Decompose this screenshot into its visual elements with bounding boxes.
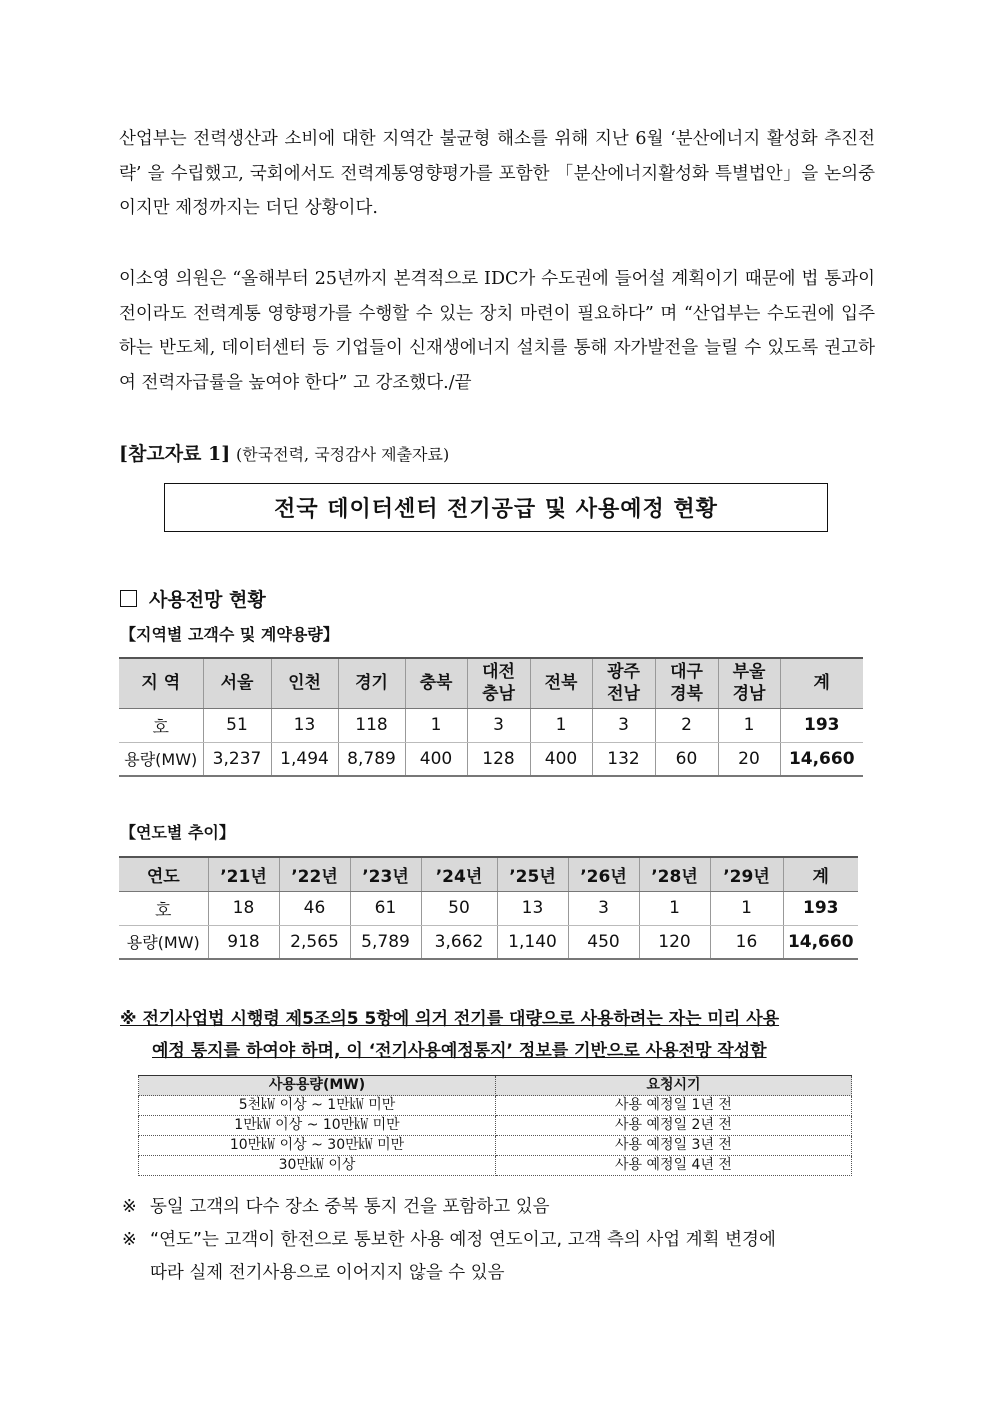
report-title: 전국 데이터센터 전기공급 및 사용예정 현황 xyxy=(164,483,828,532)
table-cell-total: 14,660 xyxy=(783,925,858,959)
year-header-cell: 연도 xyxy=(119,857,208,891)
reference-label: [참고자료 1] xyxy=(119,443,231,465)
year-header-cell: ’24년 xyxy=(421,857,497,891)
table-cell: 사용 예정일 2년 전 xyxy=(496,1116,852,1136)
table-cell: 1 xyxy=(639,891,710,925)
year-header-cell: ’29년 xyxy=(710,857,783,891)
table-cell: 1 xyxy=(530,708,592,742)
year-table xyxy=(119,856,858,960)
region-header-cell: 대전 충남 xyxy=(467,658,530,708)
region-header-cell: 서울 xyxy=(203,658,271,708)
region-header-cell: 경기 xyxy=(338,658,405,708)
table-cell: 51 xyxy=(203,708,271,742)
table-cell: 918 xyxy=(208,925,279,959)
table-cell: 3,662 xyxy=(421,925,497,959)
region-header-cell: 광주 전남 xyxy=(592,658,655,708)
table-cell: 5,789 xyxy=(350,925,421,959)
usage-header-cell: 요청시기 xyxy=(496,1076,852,1096)
paragraph-2: 이소영 의원은 “올해부터 25년까지 본격적으로 IDC가 수도권에 들어설 계획이기 때문에 법 통과이전이라도 전력계통 영향평가를 수행할 수 있는 장치 마련이 필요하다” 며 “산업부는 수도권에 입주하는 반도체, 데이터센터 등 기업들이 신재생에너지 설치를 통해 자가발전을 늘릴 수 있도록 권고하여 전력자급률을 높여야 한다” 고 강조했다./끝 xyxy=(119,269,875,393)
table-cell: 118 xyxy=(338,708,405,742)
region-table-heading: 【지역별 고객수 및 계약용량】 xyxy=(120,625,339,644)
table-cell: 1만㎾ 이상 ~ 10만㎾ 미만 xyxy=(139,1116,496,1136)
table-cell: 8,789 xyxy=(338,742,405,776)
table-cell: 400 xyxy=(405,742,467,776)
table-cell: 3,237 xyxy=(203,742,271,776)
usage-header-cell: 사용용량(MW) xyxy=(139,1076,496,1096)
table-cell: 20 xyxy=(718,742,780,776)
year-header-cell: ’21년 xyxy=(208,857,279,891)
table-cell: 3 xyxy=(467,708,530,742)
footnote-mark: ※ xyxy=(122,1230,137,1250)
year-header-cell: ’23년 xyxy=(350,857,421,891)
year-header-cell: ’28년 xyxy=(639,857,710,891)
table-cell: 50 xyxy=(421,891,497,925)
year-header-cell: ’25년 xyxy=(497,857,568,891)
table-cell: 사용 예정일 1년 전 xyxy=(496,1096,852,1116)
region-header-cell: 전북 xyxy=(530,658,592,708)
table-cell: 호 xyxy=(119,708,203,742)
region-header-cell: 지 역 xyxy=(119,658,203,708)
table-cell: 46 xyxy=(279,891,350,925)
usage-request-table xyxy=(138,1075,852,1176)
section-heading xyxy=(120,585,266,612)
table-cell: 1 xyxy=(405,708,467,742)
table-cell: 450 xyxy=(568,925,639,959)
region-header-cell: 충북 xyxy=(405,658,467,708)
table-cell: 16 xyxy=(710,925,783,959)
table-row xyxy=(139,1116,852,1136)
table-cell: 사용 예정일 4년 전 xyxy=(496,1156,852,1176)
section-label: 사용전망 현황 xyxy=(149,589,266,611)
table-cell: 용량(MW) xyxy=(119,925,208,959)
table-cell: 호 xyxy=(119,891,208,925)
table-cell: 2 xyxy=(655,708,718,742)
footnote-mark: ※ xyxy=(122,1197,137,1217)
table-cell: 사용 예정일 3년 전 xyxy=(496,1136,852,1156)
table-cell: 13 xyxy=(271,708,338,742)
region-header-cell: 대구 경북 xyxy=(655,658,718,708)
table-cell-total: 193 xyxy=(783,891,858,925)
year-header-cell: ’22년 xyxy=(279,857,350,891)
table-cell-total: 14,660 xyxy=(780,742,863,776)
table-cell: 18 xyxy=(208,891,279,925)
reference-line xyxy=(119,439,449,466)
region-header-cell: 부울 경남 xyxy=(718,658,780,708)
region-header-cell: 인천 xyxy=(271,658,338,708)
footnote-2 xyxy=(122,1224,878,1290)
table-cell: 60 xyxy=(655,742,718,776)
region-header-cell: 계 xyxy=(780,658,863,708)
table-cell-total: 193 xyxy=(780,708,863,742)
year-table-heading: 【연도별 추이】 xyxy=(120,823,235,842)
table-cell: 120 xyxy=(639,925,710,959)
table-row xyxy=(119,708,863,742)
table-cell: 2,565 xyxy=(279,925,350,959)
notice-line-1: ※ 전기사업법 시행령 제5조의5 5항에 의거 전기를 대량으로 사용하려는 자는 미리 사용 xyxy=(120,1009,780,1029)
table-row xyxy=(119,891,858,925)
table-cell: 30만㎾ 이상 xyxy=(139,1156,496,1176)
table-cell: 1,494 xyxy=(271,742,338,776)
table-cell: 5천㎾ 이상 ~ 1만㎾ 미만 xyxy=(139,1096,496,1116)
table-cell: 132 xyxy=(592,742,655,776)
table-row xyxy=(119,742,863,776)
table-row xyxy=(119,925,858,959)
reference-source: (한국전력, 국정감사 제출자료) xyxy=(235,445,450,464)
table-cell: 3 xyxy=(568,891,639,925)
table-cell: 1 xyxy=(710,891,783,925)
table-cell: 13 xyxy=(497,891,568,925)
footnote-text: “연도”는 고객이 한전으로 통보한 사용 예정 연도이고, 고객 측의 사업 계획 변경에 xyxy=(150,1230,776,1250)
table-row xyxy=(139,1096,852,1116)
table-cell: 1 xyxy=(718,708,780,742)
footnote-1 xyxy=(122,1191,878,1224)
region-table xyxy=(119,657,863,777)
table-cell: 1,140 xyxy=(497,925,568,959)
legal-notice xyxy=(120,1003,876,1067)
table-cell: 용량(MW) xyxy=(119,742,203,776)
table-row xyxy=(139,1156,852,1176)
table-cell: 3 xyxy=(592,708,655,742)
checkbox-icon xyxy=(120,590,137,607)
footnote-text-cont: 따라 실제 전기사용으로 이어지지 않을 수 있음 xyxy=(150,1263,505,1283)
table-cell: 400 xyxy=(530,742,592,776)
table-cell: 61 xyxy=(350,891,421,925)
table-cell: 10만㎾ 이상 ~ 30만㎾ 미만 xyxy=(139,1136,496,1156)
paragraph-1: 산업부는 전력생산과 소비에 대한 지역간 불균형 해소를 위해 지난 6월 ‘분산에너지 활성화 추진전략’ 을 수립했고, 국회에서도 전력계통영향평가를 포함한 「분산에너지활성화 특별법안」을 논의중이지만 제정까지는 더딘 상황이다. xyxy=(119,129,875,218)
year-header-cell: ’26년 xyxy=(568,857,639,891)
notice-line-2: 예정 통지를 하여야 하며, 이 ‘전기사용예정통지’ 정보를 기반으로 사용전망 작성함 xyxy=(152,1041,767,1061)
table-row xyxy=(139,1136,852,1156)
table-cell: 128 xyxy=(467,742,530,776)
footnote-text: 동일 고객의 다수 장소 중복 통지 건을 포함하고 있음 xyxy=(150,1197,550,1217)
year-header-cell: 계 xyxy=(783,857,858,891)
